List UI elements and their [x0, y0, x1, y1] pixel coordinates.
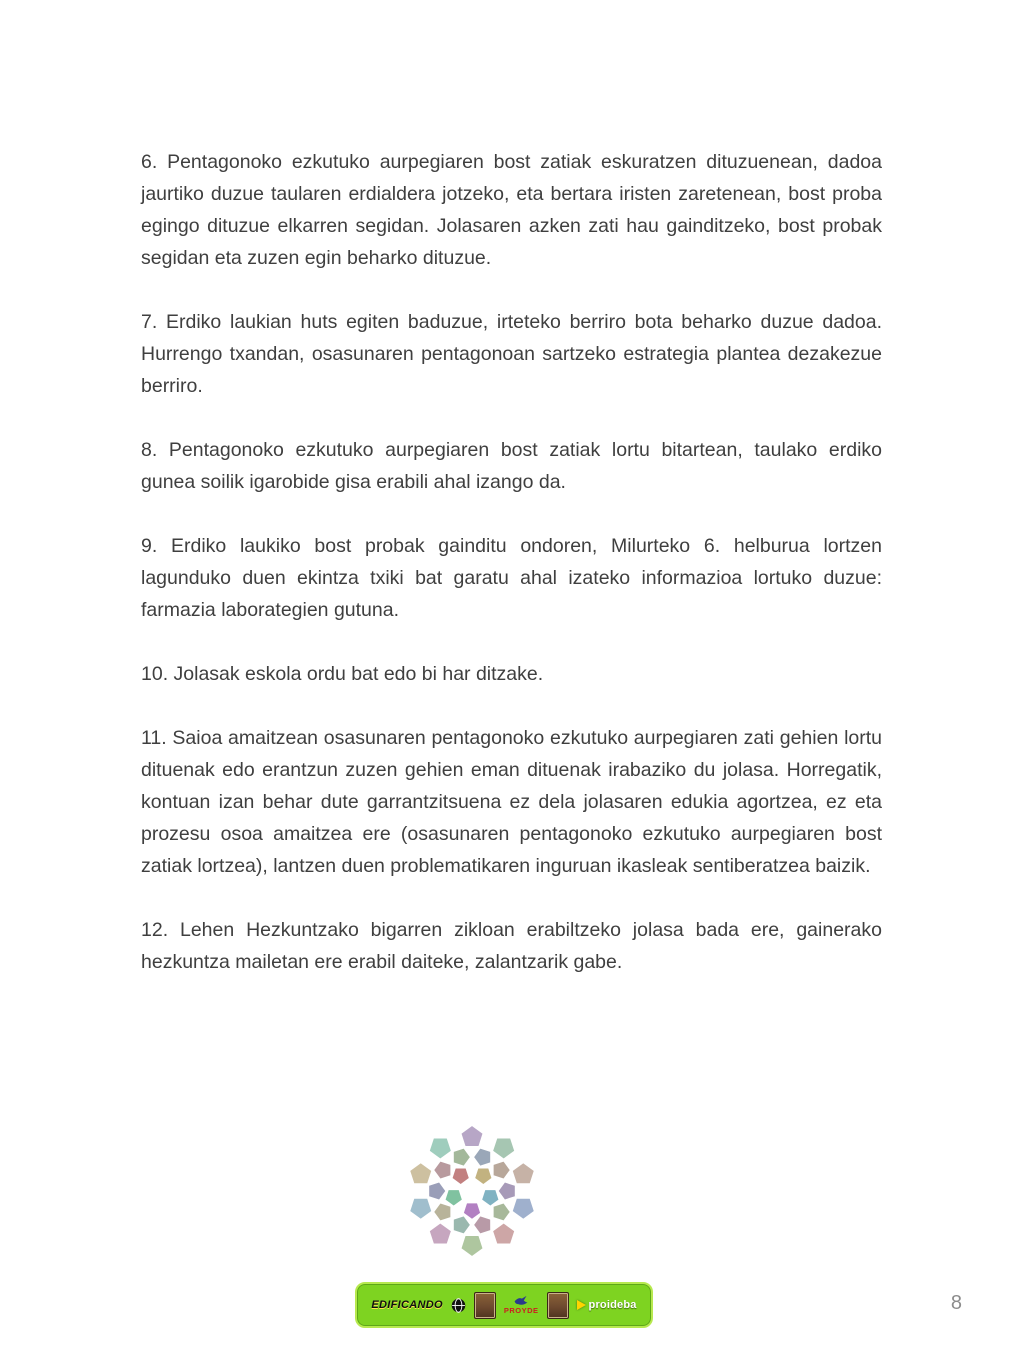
paragraph-7: 7. Erdiko laukian huts egiten baduzue, irteteko berriro bota beharko duzue dadoa. Hurrengo txandan, osasunaren pentagonoan sartzeko estrategia plantea dezakezue berriro.: [141, 311, 882, 397]
paragraph-8: 8. Pentagonoko ezkutuko aurpegiaren bost zatiak lortu bitartean, taulako erdiko gunea soilik igarobide gisa erabili ahal izango da.: [141, 439, 882, 493]
page-content: [141, 146, 882, 978]
page-number: 8: [950, 1292, 962, 1314]
pentagon-wreath-graphic: [395, 1114, 549, 1268]
edificando-logo: EDIFICANDO: [371, 1299, 443, 1311]
logo-chip-1: [474, 1292, 496, 1319]
proideba-label: proideba: [588, 1299, 637, 1311]
paragraph-6: 6. Pentagonoko ezkutuko aurpegiaren bost zatiak eskuratzen dituzuenean, dadoa jaurtiko duzue taularen erdialdera jotzeko, eta bertara iristen zaretenean, bost proba egingo dituzue elkarren segidan. Jolasaren azken zati hau gainditzeko, bost probak segidan eta zuzen egin beharko dituzue.: [141, 151, 882, 269]
paragraph-10: 10. Jolasak eskola ordu bat edo bi har ditzake.: [141, 663, 544, 685]
logo-banner: [355, 1282, 653, 1328]
globe-icon: [451, 1298, 466, 1313]
pentagon-wreath-image: [395, 1114, 549, 1268]
paragraph-11: 11. Saioa amaitzean osasunaren pentagonoko ezkutuko aurpegiaren zati gehien lortu dituenak edo erantzun zuzen gehien eman dituenak irabaziko du jolasa. Horregatik, kontuan izan behar dute garrantzitsuena ez dela jolasaren edukia agortzea, ez eta prozesu osoa amaitzea ere (osasunaren pentagonoko ezkutuko aurpegiaren bost zatiak lortzea), lantzen duen problematikaren inguruan ikasleak sentiberatzea baizik.: [141, 727, 882, 877]
logo-chip-2: [547, 1292, 569, 1319]
paragraph-9: 9. Erdiko laukiko bost probak gainditu ondoren, Milurteko 6. helburua lortzen lagunduko duen ekintza txiki bat garatu ahal izateko informazioa lortuko duzue: farmazia laborategien gutuna.: [141, 535, 882, 621]
paragraph-12: 12. Lehen Hezkuntzako bigarren zikloan erabiltzeko jolasa bada ere, gainerako hezkuntza mailetan ere erabil daiteke, zalantzarik gabe.: [141, 919, 882, 973]
arrow-right-icon: [577, 1300, 586, 1310]
proyde-label: PROYDE: [503, 1306, 539, 1316]
dove-icon: [513, 1295, 529, 1306]
proideba-logo: [577, 1299, 637, 1311]
proyde-logo: [504, 1295, 539, 1315]
